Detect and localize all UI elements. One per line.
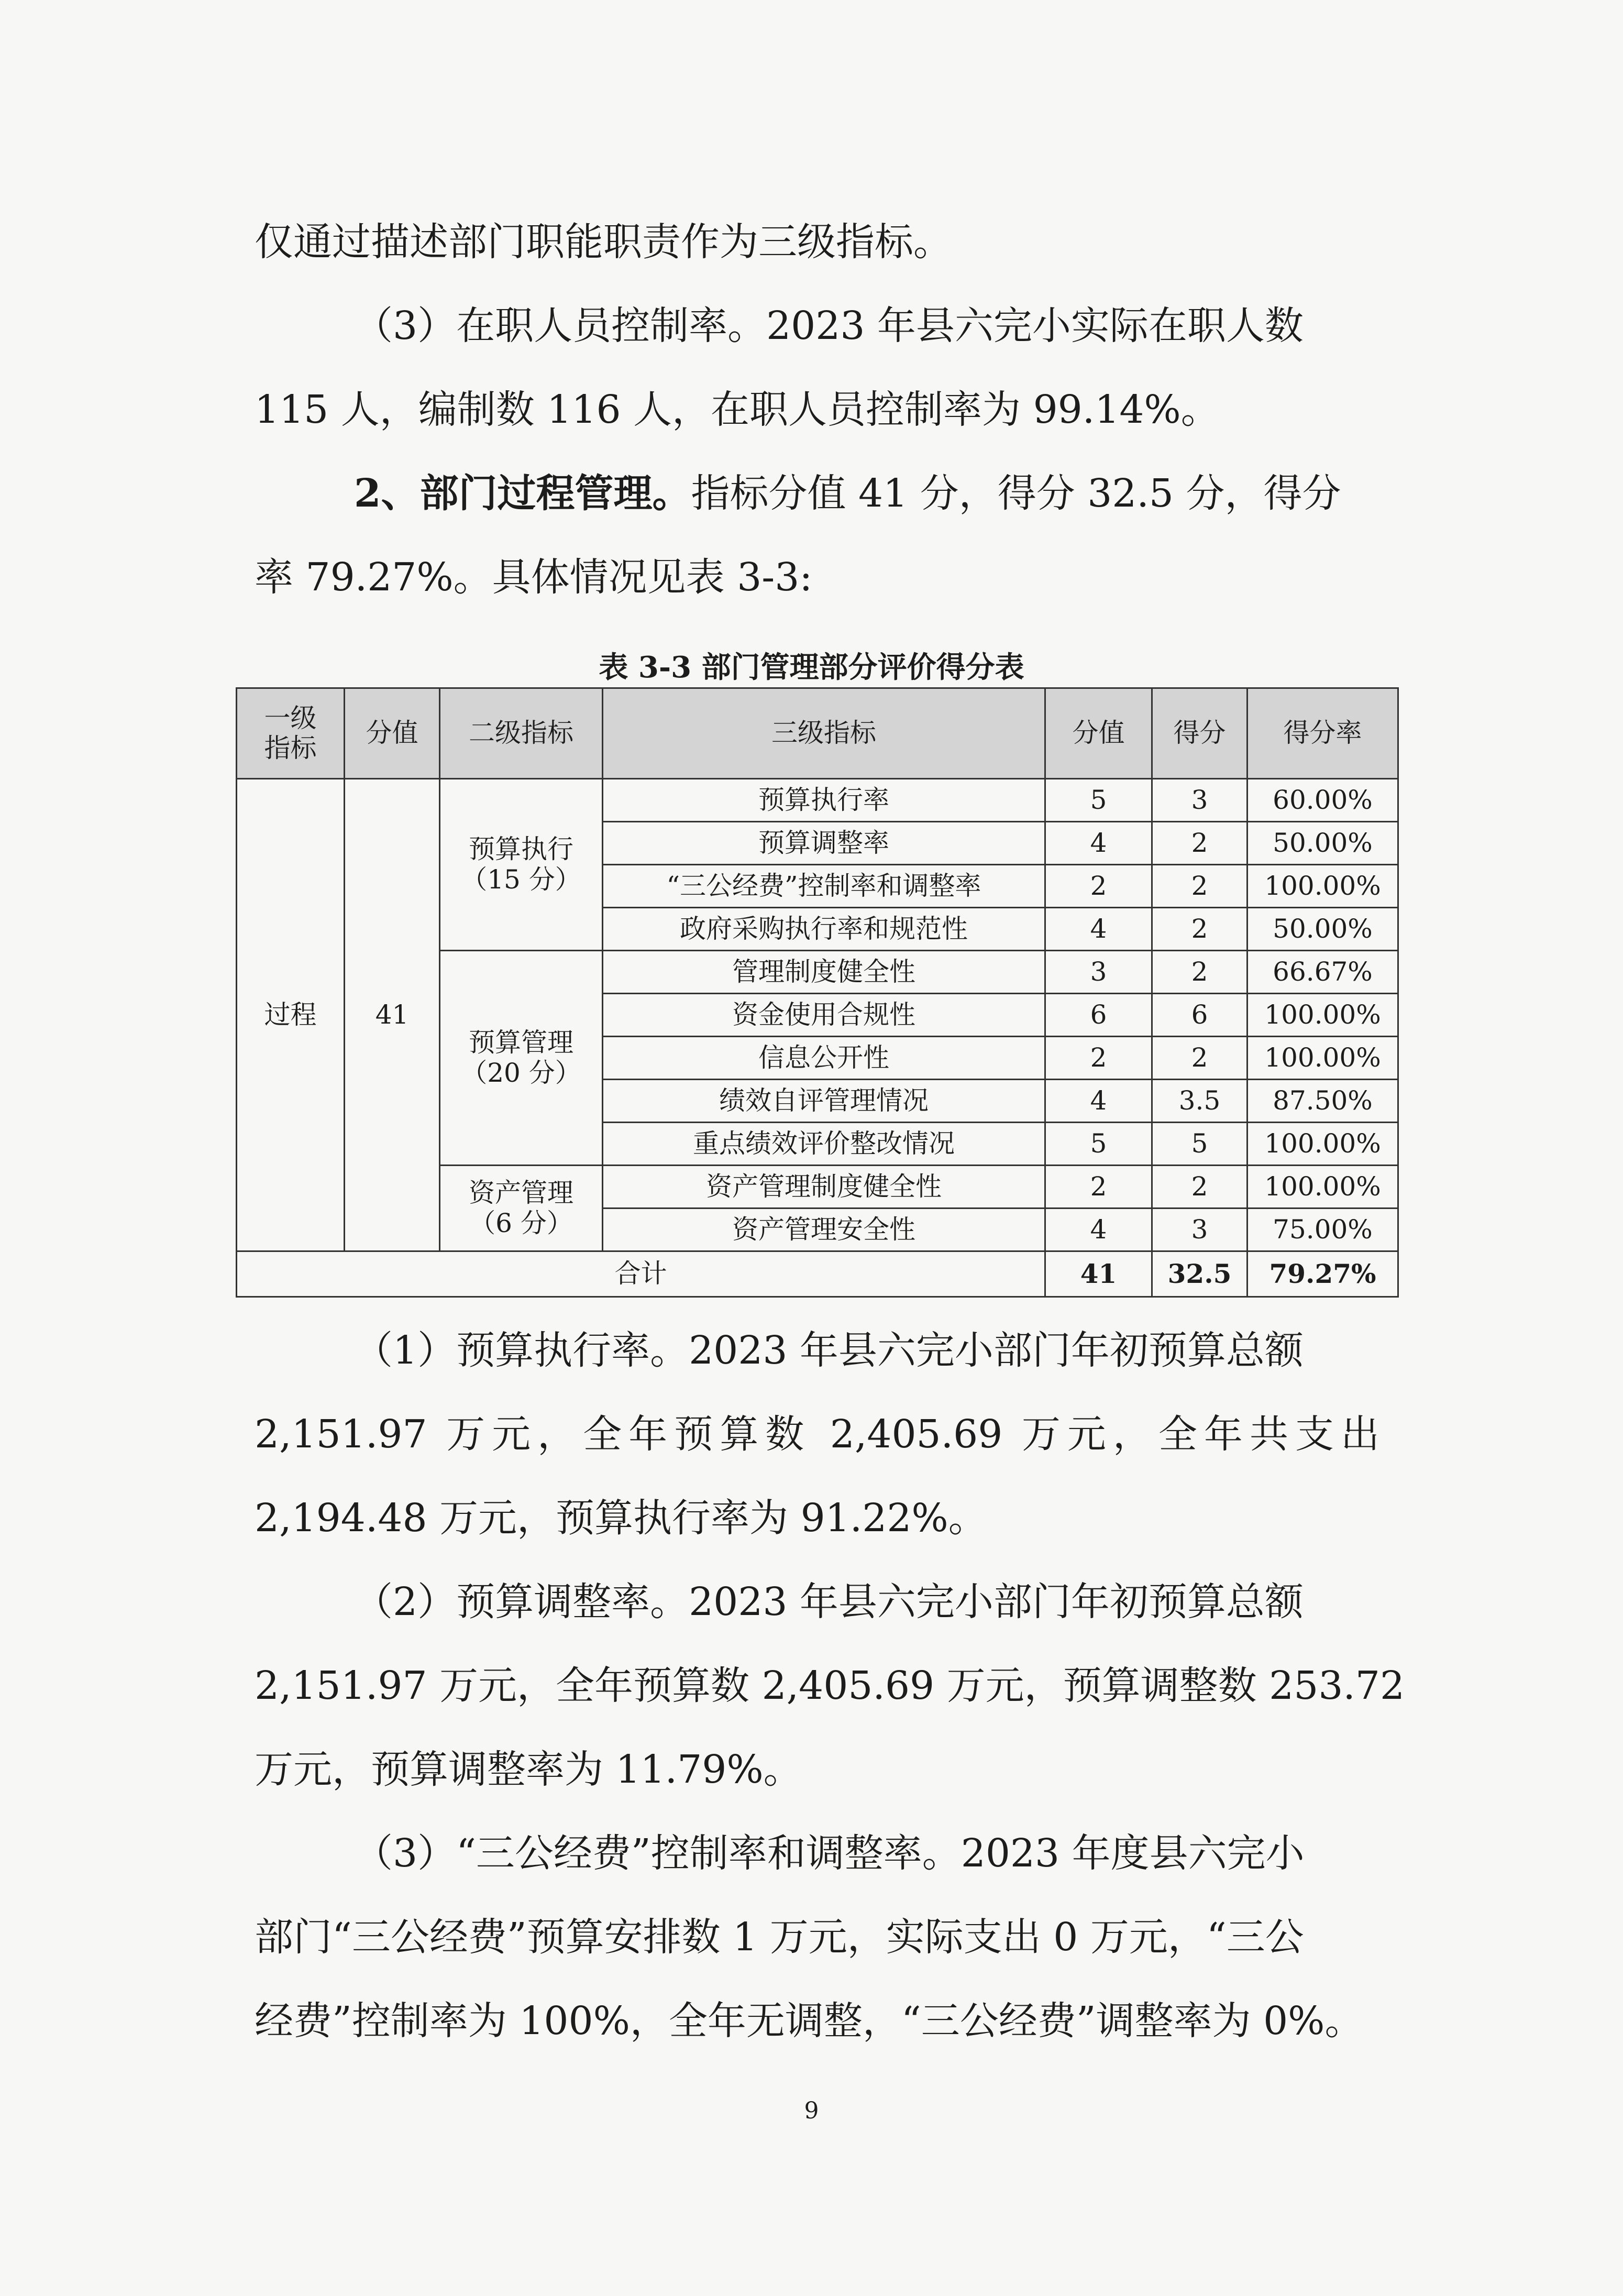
header-level2: 二级指标	[440, 688, 603, 779]
table-header-row	[237, 688, 1398, 779]
level3-got: 2	[1152, 908, 1247, 951]
level2-group	[440, 951, 603, 1166]
header-rate: 得分率	[1247, 688, 1398, 779]
section-heading-rest: 指标分值 41 分，得分 32.5 分，得分	[691, 471, 1341, 516]
paragraph-line: 经费”控制率为 100%，全年无调整，“三公经费”调整率为 0%。	[255, 1998, 1364, 2044]
header-level3: 三级指标	[603, 688, 1045, 779]
level3-rate: 100.00%	[1247, 865, 1398, 908]
level3-rate: 100.00%	[1247, 994, 1398, 1037]
level2-group	[440, 1166, 603, 1251]
paragraph-line: （3）“三公经费”控制率和调整率。2023 年度县六完小	[354, 1831, 1305, 1876]
header-score: 分值	[345, 688, 440, 779]
level2-name: 预算管理	[469, 1027, 573, 1058]
level2-score-note: （6 分）	[469, 1207, 573, 1238]
level3-got: 2	[1152, 822, 1247, 865]
level3-got: 2	[1152, 951, 1247, 994]
level3-rate: 100.00%	[1247, 1123, 1398, 1166]
paragraph-line: 仅通过描述部门职能职责作为三级指标。	[255, 219, 952, 265]
level3-rate: 87.50%	[1247, 1080, 1398, 1123]
paragraph-line: 率 79.27%。具体情况见表 3-3:	[255, 555, 813, 600]
level3-score: 2	[1045, 1037, 1152, 1080]
level3-rate: 75.00%	[1247, 1209, 1398, 1251]
level3-score: 5	[1045, 1123, 1152, 1166]
level3-score: 2	[1045, 1166, 1152, 1209]
paragraph-line: 2,151.97 万元，全年预算数 2,405.69 万元，预算调整数 253.72	[255, 1663, 1405, 1708]
paragraph-line: （2）预算调整率。2023 年县六完小部门年初预算总额	[354, 1579, 1304, 1624]
level3-score: 5	[1045, 779, 1152, 822]
page-number: 9	[804, 2097, 819, 2124]
level3-name: 预算调整率	[603, 822, 1045, 865]
level3-got: 6	[1152, 994, 1247, 1037]
header-score: 分值	[1045, 688, 1152, 779]
total-label: 合计	[237, 1251, 1045, 1297]
score-table	[236, 687, 1399, 1298]
level2-score-note: （15 分）	[461, 864, 581, 895]
paragraph-line: 2,151.97 万元，全年预算数 2,405.69 万元，全年共支出	[255, 1412, 1379, 1457]
level3-name: 政府采购执行率和规范性	[603, 908, 1045, 951]
level3-score: 4	[1045, 1209, 1152, 1251]
level3-name: 重点绩效评价整改情况	[603, 1123, 1045, 1166]
level3-got: 3	[1152, 1209, 1247, 1251]
level3-got: 3	[1152, 779, 1247, 822]
level3-name: 预算执行率	[603, 779, 1045, 822]
total-score: 41	[1045, 1251, 1152, 1297]
level3-got: 5	[1152, 1123, 1247, 1166]
level1-name: 过程	[237, 779, 345, 1251]
level3-rate: 66.67%	[1247, 951, 1398, 994]
level3-name: 资产管理制度健全性	[603, 1166, 1045, 1209]
total-got: 32.5	[1152, 1251, 1247, 1297]
level3-rate: 60.00%	[1247, 779, 1398, 822]
paragraph-line: （1）预算执行率。2023 年县六完小部门年初预算总额	[354, 1328, 1304, 1373]
level2-name: 资产管理	[469, 1178, 573, 1208]
level3-score: 4	[1045, 908, 1152, 951]
level3-rate: 100.00%	[1247, 1037, 1398, 1080]
paragraph-line: 2,194.48 万元，预算执行率为 91.22%。	[255, 1496, 987, 1541]
level3-score: 6	[1045, 994, 1152, 1037]
section-heading-line	[354, 471, 1341, 516]
level2-score-note: （20 分）	[461, 1057, 581, 1088]
level3-score: 4	[1045, 1080, 1152, 1123]
header-got: 得分	[1152, 688, 1247, 779]
table-row	[237, 779, 1398, 822]
level3-name: 信息公开性	[603, 1037, 1045, 1080]
level3-score: 2	[1045, 865, 1152, 908]
level3-rate: 50.00%	[1247, 822, 1398, 865]
table-total-row	[237, 1251, 1398, 1297]
paragraph-line: （3）在职人员控制率。2023 年县六完小实际在职人数	[354, 303, 1304, 348]
level3-got: 2	[1152, 1037, 1247, 1080]
total-rate: 79.27%	[1247, 1251, 1398, 1297]
header-level1: 一级指标	[237, 688, 345, 779]
level3-score: 3	[1045, 951, 1152, 994]
level3-got: 2	[1152, 1166, 1247, 1209]
level3-name: 绩效自评管理情况	[603, 1080, 1045, 1123]
table-caption: 表 3-3 部门管理部分评价得分表	[599, 650, 1024, 685]
level3-score: 4	[1045, 822, 1152, 865]
level2-name: 预算执行	[469, 834, 573, 864]
level3-rate: 100.00%	[1247, 1166, 1398, 1209]
level3-got: 2	[1152, 865, 1247, 908]
level3-got: 3.5	[1152, 1080, 1247, 1123]
level1-score: 41	[345, 779, 440, 1251]
level3-name: 管理制度健全性	[603, 951, 1045, 994]
level3-name: 资产管理安全性	[603, 1209, 1045, 1251]
paragraph-line: 万元，预算调整率为 11.79%。	[255, 1747, 802, 1792]
level2-group	[440, 779, 603, 951]
paragraph-line: 115 人，编制数 116 人，在职人员控制率为 99.14%。	[255, 387, 1220, 432]
paragraph-line: 部门“三公经费”预算安排数 1 万元，实际支出 0 万元，“三公	[255, 1915, 1304, 1960]
level3-name: 资金使用合规性	[603, 994, 1045, 1037]
section-heading: 2、部门过程管理。	[354, 471, 691, 516]
level3-rate: 50.00%	[1247, 908, 1398, 951]
level3-name: “三公经费”控制率和调整率	[603, 865, 1045, 908]
